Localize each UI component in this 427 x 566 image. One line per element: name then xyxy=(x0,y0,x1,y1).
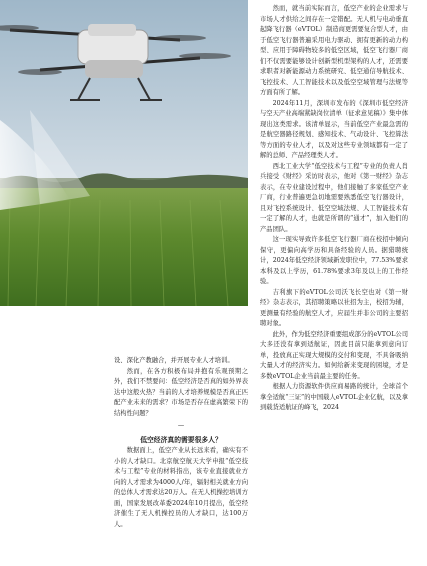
right-paragraph-4: 这一现实导致许多低空飞行器厂商在校招中倾向保守，更偏向高学历和具备经验的人员。据猎聘统计，2024年低空经济领域新发职位中，77.53%要求本科及以上学历，61.78%要求3年及以上的工作经验。 xyxy=(260,236,408,285)
left-paragraph-2: 然而，在各方积极布局并抱有乐观预期之外，我们不禁要问：低空经济是否真的如外界表达中这般火热？当前的人才培养规模是否真正匹配产业未来的需求？市场是否存在虚高繁荣下的结构性问题？ xyxy=(114,367,248,417)
left-paragraph-3: 数据面上，低空产业从长远来看，确实有不小的人才缺口。北京航空航天大学申报“低空技术与工程”专业的材料指出，该专业直接就业方向的人才需求为4000人/年，辐射相关就业方向的总体人才需求达20万人。在无人机操控培训方面，国家发展改革委2024年10月提出，低空经济催生了无人机操控员的人才缺口，达100万人。 xyxy=(114,447,248,528)
right-paragraph-3: 西北工业大学“低空技术与工程”专业的负责人肖兵接受《财经》采访时表示，他对《第一财经》杂志表示，在专业建设过程中，他们接触了多家低空产业厂商，行业普遍更急切地需要熟悉低空飞行器设计，且对飞控系统设计、低空空域法规、人工智能技术有一定了解的人才，也就是所谓的“通才”，加入他们的产品团队。 xyxy=(260,162,408,233)
section-heading: 低空经济真的需要很多人？ xyxy=(140,435,222,444)
right-paragraph-7: 根据人力资源软件供应商易路的统计，全球首个拿全适航“三证”的中国载人eVTOL企业亿航，以及拿到载货适航证的峰飞，2024 xyxy=(260,383,408,411)
right-paragraph-1: 然而，就当前实际而言，低空产业的企业需求与市场人才供给之间存在一定错配。无人机与电动垂直起降飞行器（eVTOL）制造商更需要复合型人才，由于低空飞行器普遍采用电力驱动、拥有更新的动力构型、应用于障碍物较多的低空区域，低空飞行器厂商们不仅需要能够设计创新型机型架构的人才，还需要求职者对新能源动力系统研究、低空通信导航技术、飞控技术、人工智能技术以及低空空域管理与法规等方面有所了解。 xyxy=(260,5,408,96)
right-paragraph-5: 吉利旗下的eVTOL公司沃飞长空也对《第一财经》杂志表示，其招聘策略以社招为主，校招为辅，更测量有经验的航空人才，应届生并非公司的主要招聘对象。 xyxy=(260,288,408,327)
left-paragraph-1: 设、深化产教融合，并开展专业人才培训。 xyxy=(114,357,234,364)
right-paragraph-6: 此外，作为低空经济重要组成部分的eVTOL公司大多还没有拿到适航证，因此目前只能拿到意向订单，投放真正实现大规模的交付和变现，不具备吸纳大量人才的经济实力。如何给新来变现的困境，才是多数eVTOL企业当前最主要的任务。 xyxy=(260,330,408,380)
section-divider: — xyxy=(177,422,185,429)
left-text-column xyxy=(114,356,248,530)
right-text-column xyxy=(260,4,408,414)
right-paragraph-2: 2024年11月，深圳市发布的《深圳市低空经济与空天产业高端紧缺岗位清单（征求意见稿）》集中体现出这类需求。该清单显示，当前低空产业最急需的是航空器路径规划、感知技术、气动设计、飞控算法等方面的专业人才，以及对这些专业领域都有一定了解的总师、产品经理类人才。 xyxy=(260,99,408,159)
drone-photo xyxy=(0,0,248,306)
